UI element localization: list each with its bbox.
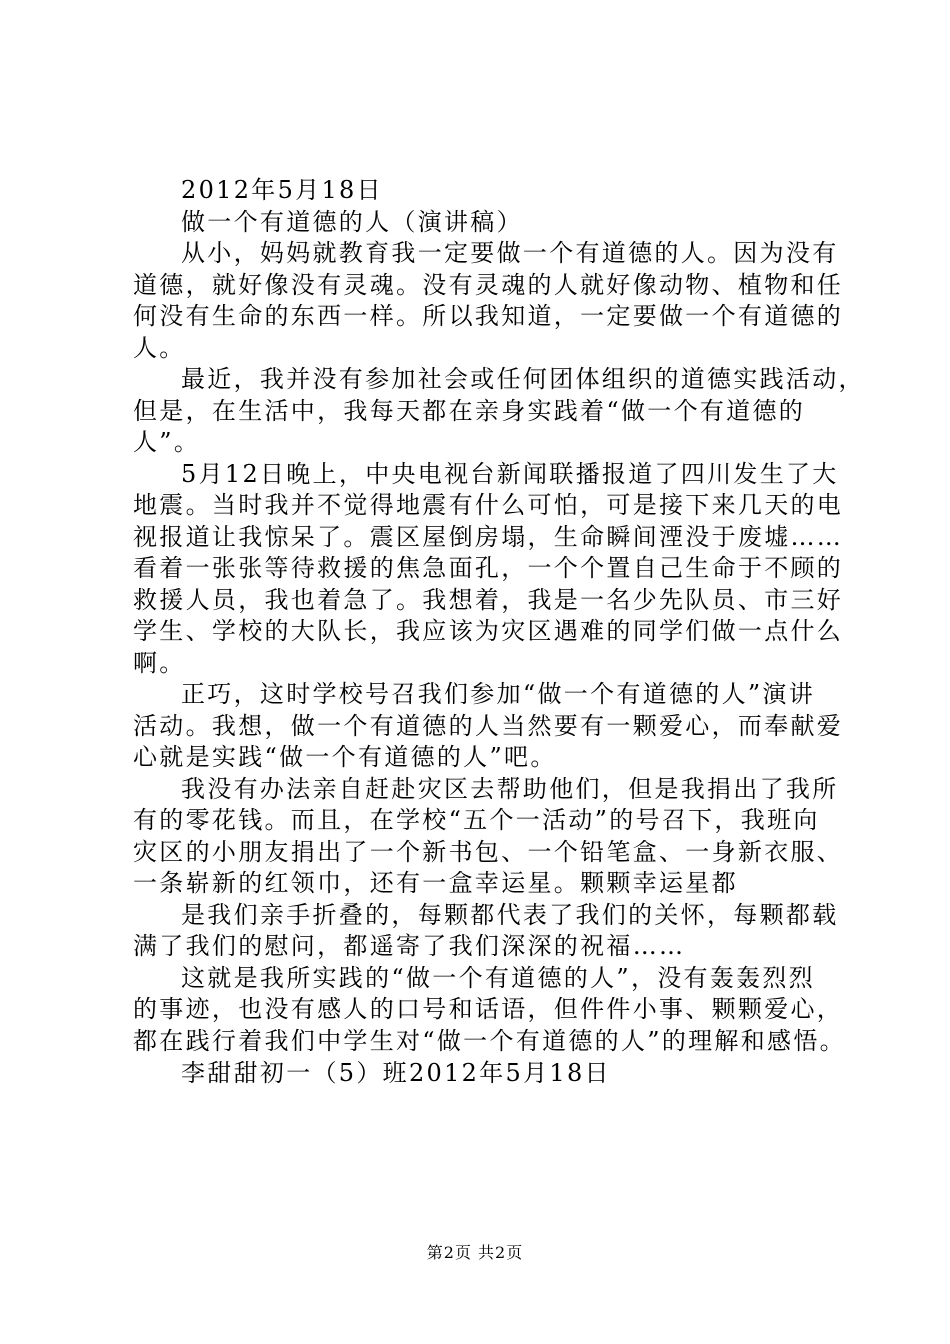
paragraph-line: 心就是实践“做一个有道德的人”吧。: [133, 743, 557, 771]
paragraph-line: 救援人员，我也着急了。我想着，我是一名少先队员、市三好: [133, 585, 844, 614]
paragraph-line: 啊。: [133, 648, 186, 677]
paragraph-line: 5月12日晚上，中央电视台新闻联播报道了四川发生了大: [181, 459, 839, 488]
paragraph-line: 一条崭新的红领巾，还有一盒幸运星。颗颗幸运星都: [133, 869, 738, 897]
paragraph-line: 地震。当时我并不觉得地震有什么可怕，可是接下来几天的电: [133, 491, 844, 519]
paragraph-3: [133, 459, 853, 680]
paragraph-line: 有的零花钱。而且，在学校“五个一活动”的号召下，我班向: [133, 806, 820, 834]
paragraph-line: 人。: [133, 333, 186, 362]
document-title: 做一个有道德的人（演讲稿）: [181, 207, 523, 236]
paragraph-1: [133, 238, 853, 364]
paragraph-line: 我没有办法亲自赶赴灾区去帮助他们，但是我捐出了我所: [181, 774, 839, 803]
paragraph-4: [133, 679, 853, 774]
paragraph-line: 灾区的小朋友捐出了一个新书包、一个铅笔盒、一身新衣服、: [133, 837, 844, 866]
document-signature: 李甜甜初一（5）班2012年5月18日: [181, 1059, 611, 1087]
paragraph-line: 但是，在生活中，我每天都在亲身实践着“做一个有道德的: [133, 396, 806, 425]
paragraph-line: 最近，我并没有参加社会或任何团体组织的道德实践活动，: [181, 365, 865, 393]
paragraph-line: 正巧，这时学校号召我们参加“做一个有道德的人”演讲: [181, 680, 816, 708]
paragraph-line: 道德，就好像没有灵魂。没有灵魂的人就好像动物、植物和任: [133, 270, 844, 299]
paragraph-7: [133, 963, 853, 1058]
paragraph-line: 这就是我所实践的“做一个有道德的人”，没有轰轰烈烈: [181, 963, 816, 992]
paragraph-line: 人”。: [133, 428, 201, 456]
document-body: [133, 175, 865, 1057]
paragraph-line: 是我们亲手折叠的，每颗都代表了我们的关怀，每颗都载: [181, 900, 839, 929]
paragraph-line: 活动。我想，做一个有道德的人当然要有一颗爱心，而奉献爱: [133, 711, 844, 740]
paragraph-6: [133, 900, 853, 963]
paragraph-line: 满了我们的慰问，都遥寄了我们深深的祝福……: [133, 932, 686, 960]
paragraph-line: 看着一张张等待救援的焦急面孔，一个个置自己生命于不顾的: [133, 554, 844, 582]
paragraph-2: [133, 364, 865, 459]
paragraph-line: 何没有生命的东西一样。所以我知道，一定要做一个有道德的: [133, 302, 844, 330]
document-date: 2012年5月18日: [181, 176, 383, 204]
paragraph-line: 的事迹，也没有感人的口号和话语，但件件小事、颗颗爱心，: [133, 995, 844, 1023]
paragraph-5: [133, 774, 853, 900]
paragraph-line: 视报道让我惊呆了。震区屋倒房塌，生命瞬间湮没于废墟……: [133, 522, 844, 551]
paragraph-line: 都在践行着我们中学生对“做一个有道德的人”的理解和感悟。: [133, 1026, 846, 1055]
page-number-footer: 第2页 共2页: [426, 1243, 524, 1262]
paragraph-line: 学生、学校的大队长，我应该为灾区遇难的同学们做一点什么: [133, 617, 844, 645]
paragraph-line: 从小，妈妈就教育我一定要做一个有道德的人。因为没有: [181, 239, 839, 267]
